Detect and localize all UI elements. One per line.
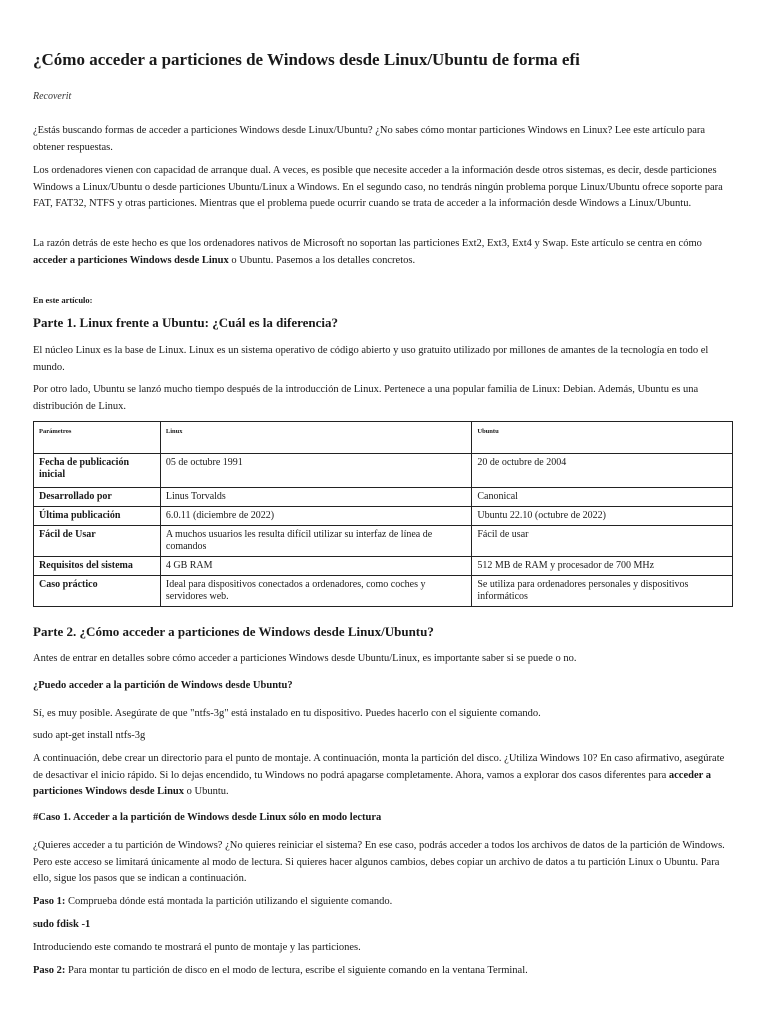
fdisk-command: sudo fdisk -1 xyxy=(33,919,91,930)
toc-label: En este artículo: xyxy=(33,294,93,305)
intro3-text-end: o Ubuntu. Pasemos a los detalles concretos. xyxy=(228,254,416,266)
comparison-table xyxy=(33,421,733,607)
part2-heading: Parte 2. ¿Cómo acceder a particiones de Windows desde Linux/Ubuntu? xyxy=(33,624,434,639)
table-cell-ubuntu: Canonical xyxy=(472,488,733,507)
step1-paragraph xyxy=(33,894,735,911)
table-cell-ubuntu: 20 de octubre de 2004 xyxy=(472,454,733,488)
table-cell-linux: Linus Torvalds xyxy=(160,488,472,507)
table-cell-linux: A muchos usuarios les resulta difícil utilizar su interfaz de línea de comandos xyxy=(160,526,472,557)
table-header-row xyxy=(34,422,733,454)
question-paragraph-1: Sí, es muy posible. Asegúrate de que "ntfs-3g" está instalado en tu dispositivo. Puedes hacerlo con el siguiente comando. xyxy=(33,708,541,719)
q-p2-bold: acceder a particiones Windows desde Linux xyxy=(33,769,711,797)
question-paragraph-2 xyxy=(33,751,735,801)
question-heading: ¿Puedo acceder a la partición de Windows desde Ubuntu? xyxy=(33,680,293,691)
step1-note: Introduciendo este comando te mostrará el punto de montaje y las particiones. xyxy=(33,942,361,953)
step1-text: Comprueba dónde está montada la partición utilizando el siguiente comando. xyxy=(65,896,393,907)
intro3-text: La razón detrás de este hecho es que los ordenadores nativos de Microsoft no soportan las particiones Ext2, Ext3, Ext4 y Swap. Este artículo se centra en cómo xyxy=(33,238,702,249)
part1-paragraph-1: El núcleo Linux es la base de Linux. Linux es un sistema operativo de código abierto y uso gratuito utilizado por millones de amantes de la tecnología en todo el mundo. xyxy=(33,345,709,373)
case1-heading: #Caso 1. Acceder a la partición de Windows desde Linux sólo en modo lectura xyxy=(33,812,382,823)
step2-paragraph xyxy=(33,963,735,980)
table-cell-param: Última publicación xyxy=(34,507,161,526)
q-p2-text-end: o Ubuntu. xyxy=(184,786,229,797)
table-row xyxy=(34,576,733,607)
table-row xyxy=(34,507,733,526)
table-cell-ubuntu: Ubuntu 22.10 (octubre de 2022) xyxy=(472,507,733,526)
table-cell-linux: 6.0.11 (diciembre de 2022) xyxy=(160,507,472,526)
table-cell-param: Caso práctico xyxy=(34,576,161,607)
case1-paragraph-1: ¿Quieres acceder a tu partición de Windows? ¿No quieres reiniciar el sistema? En ese caso, podrás acceder a todos los archivos de datos de la partición de Windows. Pero este acceso se limitará únicamente al modo de lectura. Si quieres hacer algunos cambios, debes copiar un archivo de datos a tu partición Linux o Ubuntu. Para ello, sigue los pasos que se indican a continuación. xyxy=(33,840,725,884)
step2-label: Paso 2: xyxy=(33,965,66,976)
part1-heading: Parte 1. Linux frente a Ubuntu: ¿Cuál es la diferencia? xyxy=(33,315,339,330)
table-cell-param: Fácil de Usar xyxy=(34,526,161,557)
step1-label: Paso 1: xyxy=(33,896,66,907)
intro-paragraph-1: ¿Estás buscando formas de acceder a particiones Windows desde Linux/Ubuntu? ¿No sabes cómo montar particiones Windows en Linux? Lee este artículo para obtener respuestas. xyxy=(33,125,706,153)
table-row xyxy=(34,488,733,507)
q-p2-text: A continuación, debe crear un directorio para el punto de montaje. A continuación, monta la partición del disco. ¿Utiliza Windows 10? En caso afirmativo, asegúrate de desactivar el inicio rápido. Si lo dejas encendido, tu Windows no podrá apagarse completamente. Ahora, vamos a explorar dos casos diferentes para xyxy=(33,753,725,781)
table-row xyxy=(34,557,733,576)
step2-text: Para montar tu partición de disco en el modo de lectura, escribe el siguiente comando en la ventana Terminal. xyxy=(65,965,528,976)
table-cell-linux: Ideal para dispositivos conectados a ordenadores, como coches y servidores web. xyxy=(160,576,472,607)
article-title: ¿Cómo acceder a particiones de Windows desde Linux/Ubuntu de forma efi xyxy=(33,50,580,69)
table-cell-param: Fecha de publicación inicial xyxy=(34,454,161,488)
intro3-bold: acceder a particiones Windows desde Linux xyxy=(33,254,229,266)
table-row xyxy=(34,526,733,557)
table-cell-param: Desarrollado por xyxy=(34,488,161,507)
install-command: sudo apt-get install ntfs-3g xyxy=(33,730,146,741)
table-cell-ubuntu: Fácil de usar xyxy=(472,526,733,557)
table-cell-ubuntu: Se utiliza para ordenadores personales y dispositivos informáticos xyxy=(472,576,733,607)
table-header-cell: Ubuntu xyxy=(472,422,733,454)
intro-paragraph-2: Los ordenadores vienen con capacidad de arranque dual. A veces, es posible que necesite acceder a la información desde otros sistemas, es decir, desde particiones Windows a Linux/Ubuntu o desde particiones Ubuntu/Linux a Windows. En el segundo caso, no tendrás ningún problema porque Linux/Ubuntu ofrece soporte para FAT, FAT32, NTFS y otras particiones. Mientras que el problema puede ocurrir cuando se trata de acceder a la información desde Windows a Linux/Ubuntu. xyxy=(33,165,723,209)
table-header-cell: Linux xyxy=(160,422,472,454)
table-cell-linux: 4 GB RAM xyxy=(160,557,472,576)
table-cell-ubuntu: 512 MB de RAM y procesador de 700 MHz xyxy=(472,557,733,576)
table-row xyxy=(34,454,733,488)
table-cell-linux: 05 de octubre 1991 xyxy=(160,454,472,488)
part2-paragraph-1: Antes de entrar en detalles sobre cómo acceder a particiones Windows desde Ubuntu/Linux, es importante saber si se puede o no. xyxy=(33,653,577,664)
part1-paragraph-2: Por otro lado, Ubuntu se lanzó mucho tiempo después de la introducción de Linux. Pertenece a una popular familia de Linux: Debian. Además, Ubuntu es una distribución de Linux. xyxy=(33,384,699,412)
article-byline: Recoverit xyxy=(33,91,72,102)
table-cell-param: Requisitos del sistema xyxy=(34,557,161,576)
intro-paragraph-3 xyxy=(33,236,735,269)
table-header-cell: Parámetros xyxy=(34,422,161,454)
